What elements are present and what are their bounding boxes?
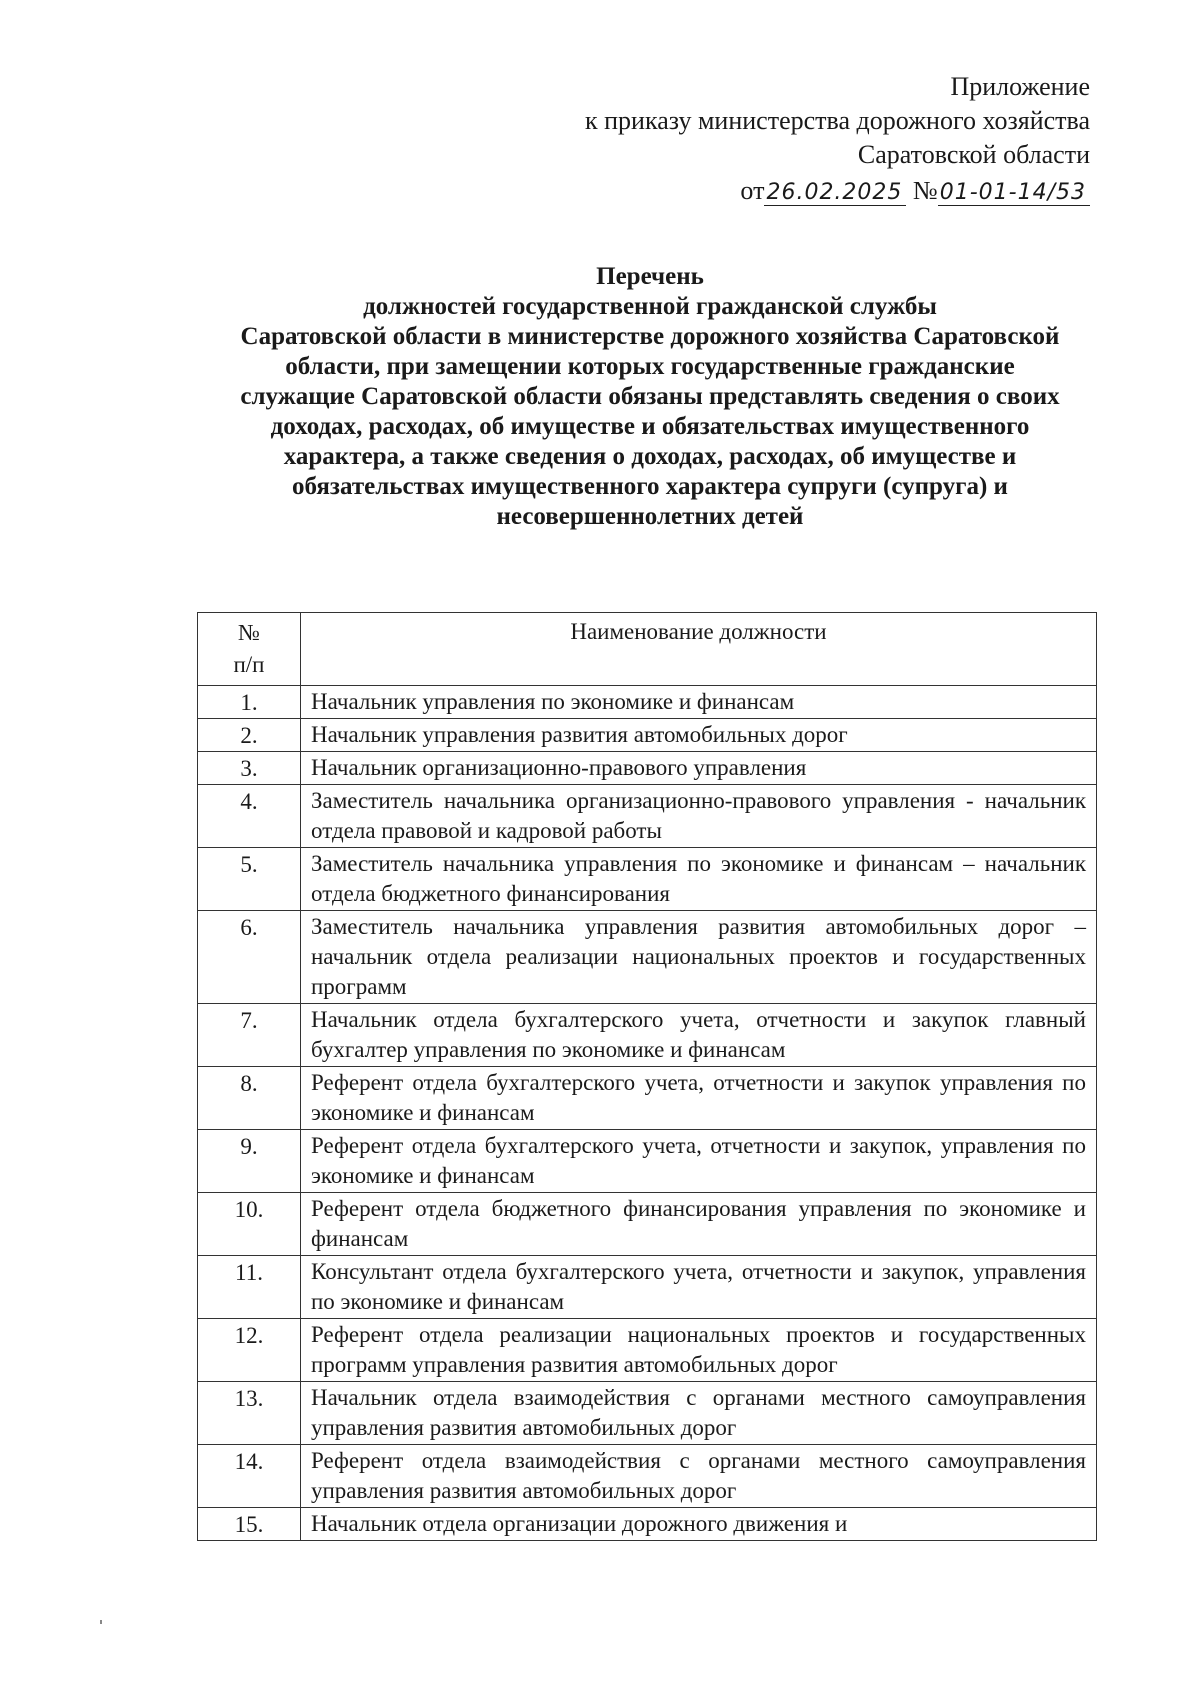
table-row bbox=[198, 752, 1097, 785]
row-number: 10. bbox=[198, 1193, 301, 1256]
table-row bbox=[198, 785, 1097, 848]
header-num-line2: п/п bbox=[233, 652, 265, 677]
row-number: 2. bbox=[198, 719, 301, 752]
position-name: Начальник управления развития автомобильных дорог bbox=[301, 719, 1097, 752]
position-name: Начальник отдела организации дорожного движения и bbox=[301, 1508, 1097, 1541]
appendix-region-line: Саратовской области bbox=[857, 140, 1090, 169]
scan-mark bbox=[100, 1620, 102, 1624]
table-row bbox=[198, 686, 1097, 719]
table-row bbox=[198, 719, 1097, 752]
positions-table bbox=[197, 612, 1097, 1541]
table-row bbox=[198, 1004, 1097, 1067]
table-row bbox=[198, 1445, 1097, 1508]
table-header-row bbox=[198, 613, 1097, 686]
row-number: 11. bbox=[198, 1256, 301, 1319]
appendix-header bbox=[585, 70, 1090, 210]
table-row bbox=[198, 911, 1097, 1004]
position-name: Референт отдела реализации национальных проектов и государственных программ управления развития автомобильных дорог bbox=[301, 1319, 1097, 1382]
row-number: 4. bbox=[198, 785, 301, 848]
table-row bbox=[198, 1130, 1097, 1193]
position-name: Заместитель начальника организационно-правового управления - начальник отдела правовой и кадровой работы bbox=[301, 785, 1097, 848]
title-body: должностей государственной гражданской службы Саратовской области в министерстве дорожного хозяйства Саратовской области, при замещении которых государственные гражданские служащие Саратовской области обязаны представлять сведения о своих доходах, расходах, об имуществе и обязательствах имущественного характера, а также сведения о доходах, расходах, об имуществе и обязательствах имущественного характера супруги (супруга) и несовершеннолетних детей bbox=[240, 293, 1060, 530]
row-number: 7. bbox=[198, 1004, 301, 1067]
row-number: 14. bbox=[198, 1445, 301, 1508]
position-name: Референт отдела бюджетного финансирования управления по экономике и финансам bbox=[301, 1193, 1097, 1256]
row-number: 12. bbox=[198, 1319, 301, 1382]
row-number: 6. bbox=[198, 911, 301, 1004]
header-num-line1: № bbox=[238, 620, 260, 645]
appendix-label: Приложение bbox=[950, 72, 1090, 101]
row-number: 13. bbox=[198, 1382, 301, 1445]
row-number: 3. bbox=[198, 752, 301, 785]
table-row bbox=[198, 1067, 1097, 1130]
number-prefix: № bbox=[912, 176, 938, 205]
appendix-order-line: к приказу министерства дорожного хозяйства bbox=[585, 106, 1090, 135]
date-prefix: от bbox=[740, 176, 765, 205]
table-row bbox=[198, 1382, 1097, 1445]
table-row bbox=[198, 1256, 1097, 1319]
row-number: 8. bbox=[198, 1067, 301, 1130]
table-row bbox=[198, 848, 1097, 911]
table-body bbox=[198, 686, 1097, 1541]
header-num-cell bbox=[198, 613, 301, 686]
order-number: 01-01-14/53 bbox=[938, 180, 1090, 206]
document-title bbox=[200, 262, 1100, 532]
header-name-cell: Наименование должности bbox=[301, 613, 1097, 686]
position-name: Заместитель начальника управления развития автомобильных дорог – начальник отдела реализации национальных проектов и государственных программ bbox=[301, 911, 1097, 1004]
table-row bbox=[198, 1508, 1097, 1541]
title-heading: Перечень bbox=[596, 263, 704, 290]
row-number: 9. bbox=[198, 1130, 301, 1193]
position-name: Начальник отдела бухгалтерского учета, отчетности и закупок главный бухгалтер управления по экономике и финансам bbox=[301, 1004, 1097, 1067]
position-name: Референт отдела взаимодействия с органами местного самоуправления управления развития автомобильных дорог bbox=[301, 1445, 1097, 1508]
order-reference bbox=[585, 174, 1090, 210]
row-number: 5. bbox=[198, 848, 301, 911]
position-name: Консультант отдела бухгалтерского учета, отчетности и закупок, управления по экономике и финансам bbox=[301, 1256, 1097, 1319]
table-row bbox=[198, 1193, 1097, 1256]
table-row bbox=[198, 1319, 1097, 1382]
position-name: Начальник организационно-правового управления bbox=[301, 752, 1097, 785]
row-number: 15. bbox=[198, 1508, 301, 1541]
row-number: 1. bbox=[198, 686, 301, 719]
position-name: Начальник управления по экономике и финансам bbox=[301, 686, 1097, 719]
position-name: Референт отдела бухгалтерского учета, отчетности и закупок, управления по экономике и финансам bbox=[301, 1130, 1097, 1193]
position-name: Начальник отдела взаимодействия с органами местного самоуправления управления развития автомобильных дорог bbox=[301, 1382, 1097, 1445]
order-date: 26.02.2025 bbox=[764, 180, 906, 206]
position-name: Заместитель начальника управления по экономике и финансам – начальник отдела бюджетного финансирования bbox=[301, 848, 1097, 911]
position-name: Референт отдела бухгалтерского учета, отчетности и закупок управления по экономике и финансам bbox=[301, 1067, 1097, 1130]
